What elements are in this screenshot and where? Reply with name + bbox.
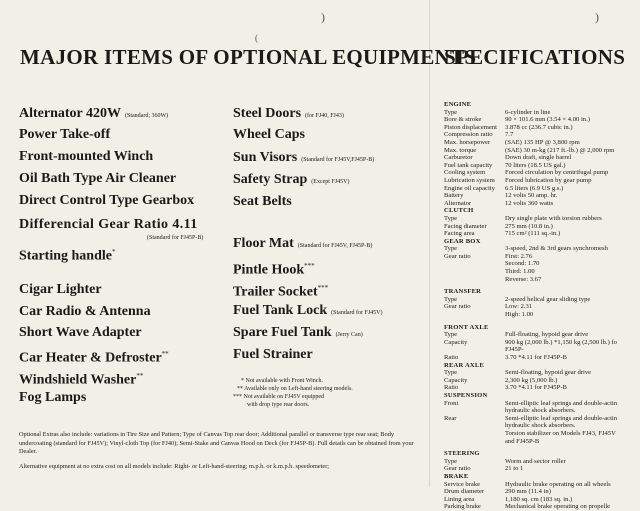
spec-value: (SAE) 135 HP @ 3,800 rpm [505, 138, 580, 146]
spec-value: 6-cylinder in line [505, 108, 551, 116]
spec-value: Worm and sector roller [505, 457, 566, 465]
equipment-label: Cigar Lighter [19, 282, 102, 297]
equipment-item [233, 127, 305, 143]
footnote-mark: * [111, 248, 116, 256]
equipment-item [19, 217, 198, 233]
footnote-mark: *** [317, 284, 329, 292]
spec-value: Mechanical brake operating on propelle [505, 503, 611, 511]
spec-value: Semi-elliptic leaf springs and double-actin [505, 399, 618, 407]
spec-label: Gear ratio [444, 252, 471, 260]
spec-row [444, 124, 640, 132]
footnote-mark: ** [161, 350, 169, 358]
spec-value: and FJ45P-B [505, 437, 540, 445]
spec-label [444, 346, 505, 354]
equipment-item [19, 304, 151, 320]
equipment-label: Steel Doors [233, 106, 302, 121]
spec-value: 6.5 liters (6.9 US g.s.) [505, 184, 564, 192]
binder-hole-mark: ) [595, 10, 599, 24]
spec-label: Type [444, 245, 458, 253]
binder-hole-mark: ( [255, 33, 258, 43]
spec-label: Capacity [444, 376, 468, 384]
equipment-label: Safety Strap [233, 172, 308, 187]
equipment-item [19, 193, 194, 209]
spec-label: Front [444, 399, 459, 407]
equipment-label: Car Heater & Defroster [19, 350, 162, 366]
equipment-label: Trailer Socket [233, 284, 318, 300]
spec-row [444, 400, 640, 408]
spec-row [444, 346, 640, 354]
spec-label: Facing diameter [444, 222, 487, 230]
spec-section-heading: FRONT AXLE [444, 323, 489, 331]
spec-value: 2,300 kg (5,000 lb.) [505, 376, 558, 384]
spec-label [444, 268, 505, 276]
equipment-item [233, 172, 349, 190]
equipment-label: Floor Mat [233, 236, 294, 251]
equipment-note: (Jerry Can) [335, 332, 363, 338]
spec-row [444, 109, 640, 117]
equipment-label: Spare Fuel Tank [233, 325, 332, 340]
alternative-equipment-note: Alternative equipment at no extra cost on all models include: Right- or Left-hand-steering; m.p.h. or k.m.p.h. speedometer; [19, 463, 330, 470]
spec-label: Type [444, 108, 458, 116]
spec-row [444, 422, 640, 430]
spec-label: Lubrication system [444, 176, 495, 184]
spec-value: Semi-elliptic leaf springs and double-actin [505, 414, 618, 422]
spec-label: Carburetor [444, 154, 473, 162]
spec-label [444, 407, 505, 415]
equipment-label: Car Radio & Antenna [19, 304, 151, 319]
spec-label: Ratio [444, 384, 459, 392]
spec-value: First: 2.76 [505, 252, 533, 260]
spec-label: Type [444, 295, 458, 303]
spec-row [444, 377, 640, 385]
spec-row [444, 384, 640, 392]
equipment-note: (Except FJ45V) [311, 179, 350, 185]
equipment-item [19, 368, 143, 389]
equipment-item [19, 127, 110, 143]
spec-row [444, 116, 640, 124]
optional-extras-note: Optional Extras also include: variations in Tire Size and Pattern; Type of Canvas Top rear door; Additional parallel or transverse type rear seat; Body undercoating (standard for FJ45V); Vinyl-cloth Top (for FJ40); Semi-Stake and Canvas Hood on Deck (for FJ45P-B). Full details can be obtained from your Dealer. [19, 431, 414, 456]
spec-label: Gear ratio [444, 303, 471, 311]
equipment-item [19, 149, 153, 165]
footnote-mark: ** [136, 372, 144, 380]
equipment-note: (for FJ40, FJ43) [305, 113, 344, 119]
page-divider [429, 0, 430, 487]
spec-value: 90 × 101.6 mm (3.54 × 4.00 in.) [505, 116, 590, 124]
spec-label: Parking brake [444, 503, 481, 511]
spec-value: Semi-floating, hypoid gear drive [505, 369, 592, 377]
spec-row [444, 139, 640, 147]
equipment-label: Power Take-off [19, 127, 111, 142]
equipment-item [233, 106, 344, 124]
spec-row [444, 458, 640, 466]
equipment-item [19, 346, 169, 367]
spec-label [444, 260, 505, 268]
spec-value: 715 cm² (111 sq.-in.) [505, 230, 561, 238]
spec-value: Second: 1.70 [505, 260, 540, 268]
spec-label: Engine oil capacity [444, 184, 495, 192]
spec-value: Forced lubrication by gear pump [505, 176, 592, 184]
spec-value: Reverse: 3.67 [505, 275, 542, 283]
spec-section-heading: TRANSFER [444, 288, 482, 296]
spec-value: Dry single plate with torsion rubbers [505, 214, 602, 222]
spec-value: 12 volts 360 watts [505, 199, 554, 207]
spec-section-heading: CLUTCH [444, 207, 474, 215]
footnote: *** Not available on FJ45V equipped [233, 394, 325, 400]
spec-value: hydraulic shock absorbers. [505, 407, 576, 415]
equipment-note: (Standard for FJ45P-B) [147, 235, 204, 241]
equipment-item [19, 325, 142, 341]
equipment-note: (Standard for FJ45V, FJ45P-B) [297, 243, 373, 249]
spec-label: Bore & stroke [444, 116, 482, 124]
equipment-label: Fuel Strainer [233, 347, 313, 362]
spec-row [444, 223, 640, 231]
spec-label: Service brake [444, 480, 481, 488]
spec-row [444, 339, 640, 347]
spec-value: 3-speed, 2nd & 3rd gears synchromesh [505, 245, 608, 253]
equipment-item [233, 347, 313, 363]
equipment-item [233, 150, 374, 168]
spec-value: hydraulic shock absorbers. [505, 422, 576, 430]
equipment-note: (Standard; 360W) [125, 113, 169, 119]
equipment-item [233, 303, 382, 321]
spec-label: Type [444, 214, 458, 222]
spec-value: Full-floating, hypoid gear drive [505, 331, 589, 339]
spec-section-heading: SUSPENSION [444, 391, 488, 399]
spec-row [444, 260, 640, 268]
equipment-item [19, 106, 168, 124]
spec-row [444, 200, 640, 208]
spec-value: 2-speed helical gear sliding type [505, 295, 591, 303]
spec-value: 275 mm (10.8 in.) [505, 222, 553, 230]
spec-label: Facing area [444, 230, 475, 238]
equipment-note: (Standard for FJ45V,FJ45P-B) [301, 157, 375, 163]
spec-value: 3.878 cc (236.7 cubic in.) [505, 123, 573, 131]
equipment-label: Direct Control Type Gearbox [19, 193, 195, 208]
equipment-item [19, 282, 102, 298]
spec-value: Forced circulation by centrifugal pump [505, 169, 609, 177]
spec-label [444, 430, 505, 438]
page-title: MAJOR ITEMS OF OPTIONAL EQUIPMENTS [20, 45, 477, 69]
footnote-mark: *** [304, 262, 315, 270]
spec-label: Max. horsepower [444, 138, 491, 146]
spec-value: Hydraulic brake operating on all wheels [505, 480, 611, 488]
spec-row [444, 185, 640, 193]
spec-row [444, 496, 640, 504]
equipment-item [233, 194, 292, 210]
spec-row [444, 215, 640, 223]
binder-hole-mark: ) [321, 10, 325, 24]
spec-value: 21 to 1 [505, 465, 524, 473]
equipment-label: Differencial Gear Ratio 4.11 [19, 217, 198, 232]
equipment-label: Front-mounted Winch [19, 149, 154, 164]
spec-label: Alternator [444, 199, 472, 207]
spec-label: Cooling system [444, 169, 486, 177]
equipment-item [233, 280, 328, 301]
footnote: ** Available only on Left-hand steering models. [237, 386, 353, 392]
spec-section-heading: STEERING [444, 450, 480, 458]
spec-value: 3.70 *4.11 for FJ45P-B [505, 354, 567, 361]
equipment-item [233, 258, 315, 279]
spec-label [444, 311, 505, 319]
spec-label: Type [444, 331, 458, 339]
spec-row [444, 488, 640, 496]
spec-label: Capacity [444, 338, 468, 346]
spec-section-heading: BRAKE [444, 472, 469, 480]
spec-row [444, 192, 640, 200]
spec-value: Down draft, single barrel [505, 154, 572, 162]
spec-value: 900 kg (2,000 lb.) *1,150 kg (2,500 lb.) fo [505, 338, 617, 346]
equipment-item [19, 390, 86, 406]
spec-label: Lining area [444, 495, 475, 503]
spec-row [444, 230, 640, 238]
spec-row [444, 162, 640, 170]
spec-row [444, 253, 640, 261]
spec-row [444, 276, 640, 284]
specifications-title: SPECIFICATIONS [444, 45, 626, 69]
spec-row [444, 296, 640, 304]
spec-row [444, 331, 640, 339]
spec-value: High: 1.00 [505, 311, 534, 319]
equipment-label: Oil Bath Type Air Cleaner [19, 171, 177, 186]
spec-label: Type [444, 457, 458, 465]
spec-label: Rear [444, 414, 457, 422]
equipment-label: Starting handle [19, 248, 112, 264]
equipment-note: (Standard for FJ45V) [331, 310, 383, 316]
spec-value: FJ45P- [505, 346, 524, 354]
spec-row [444, 415, 640, 423]
footnote: * Not available with Front Winch. [241, 378, 323, 384]
spec-label: Gear ratio [444, 465, 471, 473]
spec-value: 12 volts 50 amp. hr. [505, 192, 558, 200]
footnotes [233, 377, 353, 409]
spec-label [444, 422, 505, 430]
specifications-table [444, 101, 640, 511]
spec-row [444, 303, 640, 311]
spec-row [444, 245, 640, 253]
spec-label [444, 276, 505, 284]
equipment-item [233, 325, 363, 343]
spec-label: Type [444, 369, 458, 377]
spec-value: Low: 2.31 [505, 303, 533, 311]
spec-value: 7.7 [505, 131, 514, 139]
spec-value: 70 liters (18.5 US gal.) [505, 161, 566, 169]
spec-row [444, 354, 640, 362]
equipment-item [19, 244, 115, 265]
spec-row [444, 268, 640, 276]
spec-value: 1,180 sq. cm (183 sq. in.) [505, 495, 573, 503]
spec-row [444, 369, 640, 377]
spec-value: Third: 1.00 [505, 268, 535, 276]
equipment-label: Wheel Caps [233, 127, 305, 142]
equipment-item [233, 236, 372, 254]
spec-row [444, 154, 640, 162]
equipment-label: Alternator 420W [19, 106, 121, 121]
spec-section-heading: ENGINE [444, 101, 472, 108]
spec-row [444, 438, 640, 446]
spec-row [444, 407, 640, 415]
spec-row [444, 169, 640, 177]
spec-value: (SAE) 30 m-kg (217 ft.-lb.) @ 2,000 rpm [505, 146, 615, 154]
spec-label: Battery [444, 192, 464, 200]
spec-label: Max. torque [444, 146, 477, 154]
spec-row [444, 430, 640, 438]
spec-value: 3.70 *4.11 for FJ45P-B [505, 384, 567, 392]
spec-label [444, 438, 505, 446]
spec-section-heading: GEAR BOX [444, 237, 481, 245]
equipment-item [19, 171, 176, 187]
spec-row [444, 131, 640, 139]
spec-row [444, 177, 640, 185]
spec-row [444, 147, 640, 155]
spec-row [444, 311, 640, 319]
equipment-label: Windshield Washer [19, 372, 137, 388]
equipment-label: Fuel Tank Lock [233, 303, 328, 318]
spec-label: Ratio [444, 354, 459, 361]
spec-row [444, 465, 640, 473]
equipment-label: Sun Visors [233, 150, 298, 165]
equipment-label: Seat Belts [233, 194, 292, 209]
spec-label: Fuel tank capacity [444, 161, 493, 169]
equipment-label: Pintle Hook [233, 262, 305, 278]
footnote: with drop type rear doors. [247, 402, 310, 408]
spec-value: Torsion stabilizer on Models FJ43, FJ45V [505, 429, 616, 437]
spec-row [444, 503, 640, 511]
spec-label: Piston displacement [444, 123, 497, 131]
spec-label: Drum diameter [444, 488, 485, 496]
equipment-label: Fog Lamps [19, 390, 87, 405]
spec-value: 290 mm (11.4 in) [505, 488, 551, 496]
spec-label: Compression ratio [444, 131, 493, 139]
equipment-label: Short Wave Adapter [19, 325, 142, 340]
spec-section-heading: REAR AXLE [444, 361, 485, 369]
